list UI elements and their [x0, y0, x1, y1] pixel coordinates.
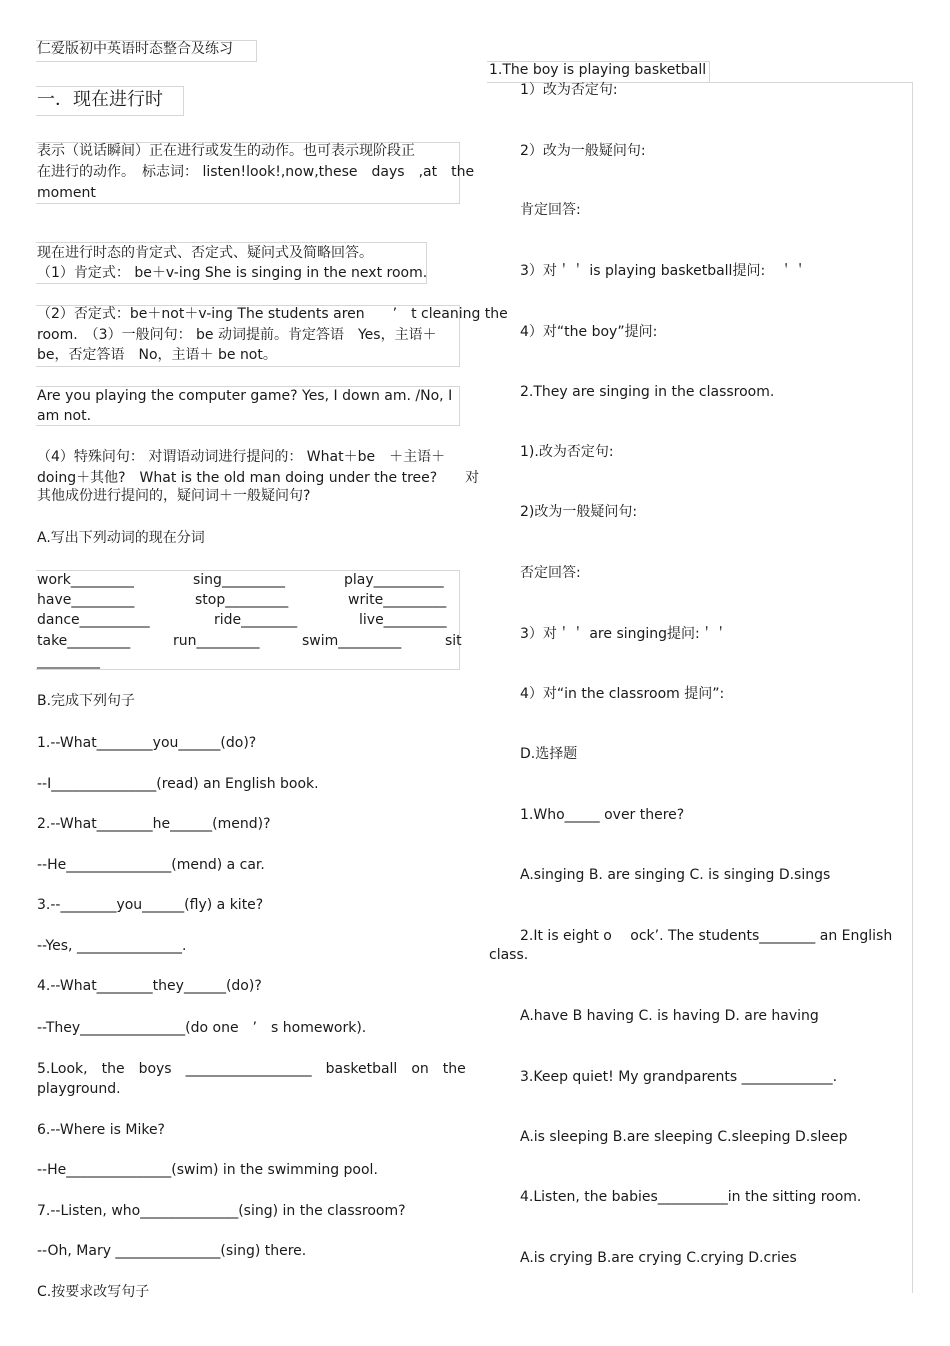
affirmative-form: （1）肯定式： be＋v-ing She is singing in the next room.: [37, 265, 428, 281]
d-item: A.is sleeping B.are sleeping C.sleeping D.sleep: [520, 1129, 848, 1145]
negative-line-2: room. （3）一般问句： be 动词提前。肯定答语 Yes，主语＋: [37, 327, 437, 343]
q2-item: 4）对“in the classroom 提问”:: [520, 686, 725, 702]
verb-write: write_________: [348, 592, 447, 608]
d-item: 2.It is eight o ock’. The students________ an English: [520, 928, 893, 944]
special-line-3: 其他成份进行提问的，疑问词＋一般疑问句?: [37, 488, 311, 504]
verb-work: work_________: [37, 572, 134, 588]
section-heading: 一．现在进行时: [37, 89, 163, 110]
part-b-title: B.完成下列句子: [37, 693, 136, 709]
negative-line-1: （2）否定式：be＋not＋v-ing The students aren ’ t cleaning the: [37, 306, 508, 322]
intro-line-2: 在进行的动作。 标志词： listen!look!,now,these days ,at the: [37, 164, 475, 180]
b-item: --Oh, Mary _______________(sing) there.: [37, 1243, 307, 1259]
q1-item: 2）改为一般疑问句:: [520, 143, 646, 159]
part-d-title: D.选择题: [520, 746, 578, 762]
special-line-1: （4）特殊问句： 对谓语动词进行提问的： What＋be ＋主语＋: [37, 449, 446, 465]
verb-play: play__________: [344, 572, 444, 588]
b-item: playground.: [37, 1081, 121, 1097]
intro-line-1: 表示（说话瞬间）正在进行或发生的动作。也可表示现阶段正: [37, 143, 415, 159]
q1-item: 肯定回答:: [520, 202, 581, 218]
d-item: A.singing B. are singing C. is singing D.sings: [520, 867, 831, 883]
example-line-2: am not.: [37, 408, 92, 424]
verb-sit-blank: _________: [37, 653, 100, 669]
b-item: 2.--What________he______(mend)?: [37, 816, 271, 832]
d-item: A.have B having C. is having D. are having: [520, 1008, 819, 1024]
d-item: class.: [489, 947, 529, 963]
q2-item: 否定回答:: [520, 565, 581, 581]
b-item: 7.--Listen, who______________(sing) in the classroom?: [37, 1203, 406, 1219]
b-item: 5.Look, the boys __________________ basketball on the: [37, 1061, 466, 1077]
q1-item: 3）对＇＇ is playing basketball提问: ＇＇: [520, 263, 808, 279]
part-c-title: C.按要求改写句子: [37, 1284, 150, 1300]
d-item: A.is crying B.are crying C.crying D.cries: [520, 1250, 797, 1266]
part-a-title: A.写出下列动词的现在分词: [37, 530, 205, 546]
verb-ride: ride________: [214, 612, 298, 628]
verb-run: run_________: [173, 633, 260, 649]
document-title: 仁爱版初中英语时态整合及练习: [37, 41, 233, 57]
verb-dance: dance__________: [37, 612, 150, 628]
verb-sing: sing_________: [193, 572, 285, 588]
verb-swim: swim_________: [302, 633, 402, 649]
forms-title: 现在进行时态的肯定式、否定式、疑问式及简略回答。: [37, 245, 373, 261]
verb-sit: sit: [445, 633, 462, 649]
intro-line-3: moment: [37, 185, 96, 201]
verb-take: take_________: [37, 633, 131, 649]
d-item: 1.Who_____ over there?: [520, 807, 685, 823]
example-line-1: Are you playing the computer game? Yes, I down am. /No, I: [37, 388, 453, 404]
b-item: 4.--What________they______(do)?: [37, 978, 262, 994]
b-item: --They_______________(do one ’ s homework).: [37, 1020, 367, 1036]
q2-item: 3）对＇＇ are singing提问:＇＇: [520, 626, 728, 642]
b-item: --He_______________(swim) in the swimming pool.: [37, 1162, 378, 1178]
negative-line-3: be，否定答语 No，主语＋ be not。: [37, 347, 277, 363]
q2-title: 2.They are singing in the classroom.: [520, 384, 775, 400]
verb-live: live_________: [359, 612, 447, 628]
q1-item: 1）改为否定句:: [520, 82, 618, 98]
special-line-2: doing＋其他? What is the old man doing under the tree? 对: [37, 470, 480, 486]
q2-item: 2)改为一般疑问句:: [520, 504, 638, 520]
q1-title: 1.The boy is playing basketball: [489, 62, 707, 78]
b-item: 3.--________you______(fly) a kite?: [37, 897, 264, 913]
verb-have: have_________: [37, 592, 135, 608]
verb-stop: stop_________: [195, 592, 289, 608]
d-item: 4.Listen, the babies__________in the sitting room.: [520, 1189, 862, 1205]
q2-item: 1).改为否定句:: [520, 444, 614, 460]
b-item: --He_______________(mend) a car.: [37, 857, 265, 873]
b-item: --Yes, _______________.: [37, 938, 187, 954]
q1-item: 4）对“the boy”提问:: [520, 324, 658, 340]
b-item: --I_______________(read) an English book.: [37, 776, 319, 792]
d-item: 3.Keep quiet! My grandparents _____________.: [520, 1069, 838, 1085]
b-item: 6.--Where is Mike?: [37, 1122, 165, 1138]
b-item: 1.--What________you______(do)?: [37, 735, 257, 751]
